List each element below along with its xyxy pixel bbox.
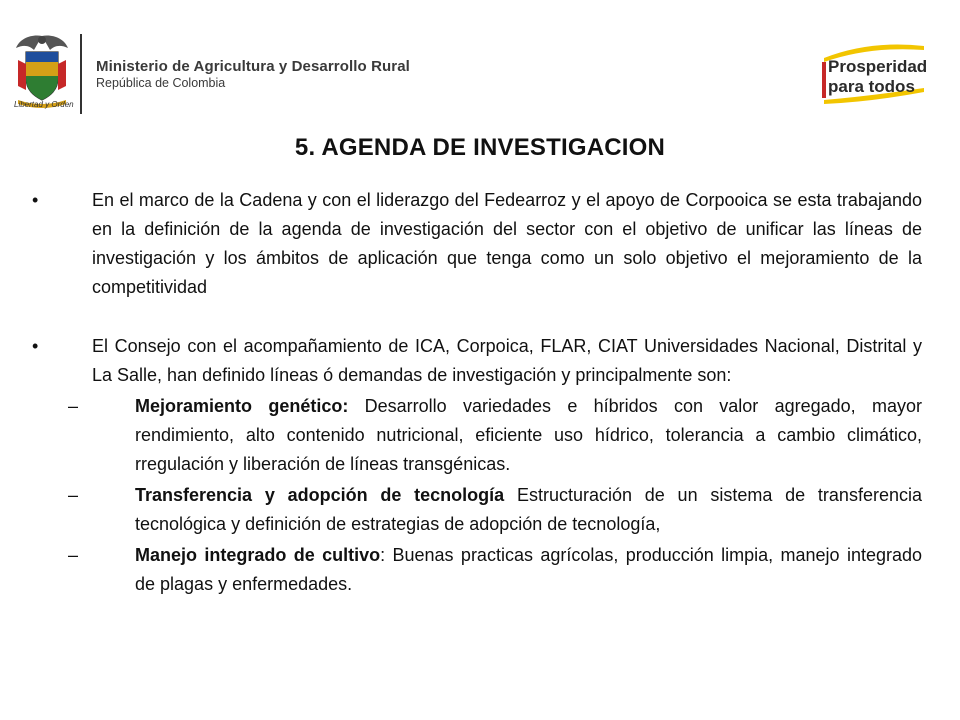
ministry-block	[96, 58, 410, 90]
sub-item-heading: Transferencia y adopción de tecnología	[135, 485, 505, 505]
sub-item	[32, 541, 922, 599]
dash-marker: –	[68, 545, 79, 565]
logo-line1: Prosperidad	[828, 57, 928, 76]
motto-text: Libertad y Orden	[14, 100, 74, 109]
bullet-text: El Consejo con el acompañamiento de ICA, Corpoica, FLAR, CIAT Universidades Nacional, Distrital y La Salle, han definido líneas ó demandas de investigación y principalmente son:	[92, 336, 922, 385]
slide-body	[32, 186, 922, 599]
sub-item	[32, 392, 922, 479]
bullet-text: En el marco de la Cadena y con el liderazgo del Fedearroz y el apoyo de Corpooica se esta trabajando en la definición de la agenda de investigación del sector con el objetivo de unificar las líneas de investigación y los ámbitos de aplicación que tenga como un solo objetivo el mejoramiento de la competitividad	[92, 190, 922, 297]
sub-item-heading: Mejoramiento genético:	[135, 396, 349, 416]
bullet-item	[32, 186, 922, 302]
ministry-subtitle: República de Colombia	[96, 76, 226, 90]
dash-marker: –	[68, 485, 79, 505]
sub-item-heading: Manejo integrado de cultivo	[135, 545, 381, 565]
slide-title: 5. AGENDA DE INVESTIGACION	[294, 134, 666, 161]
ministry-name: Ministerio de Agricultura y Desarrollo Rural	[96, 58, 410, 75]
header-divider	[80, 34, 82, 114]
dash-marker: –	[68, 396, 79, 416]
sub-item-text: Estructuración de un sistema de transferencia tecnológica y definición de estrategias de adopción de tecnología,	[135, 485, 922, 534]
logo-line2: para todos	[828, 77, 915, 96]
bullet-marker: •	[32, 190, 39, 210]
prosperidad-para-todos-logo	[820, 38, 930, 104]
sub-item-text: : Buenas practicas agrícolas, producción limpia, manejo integrado de plagas y enfermedades.	[135, 545, 922, 594]
slide-header	[0, 0, 960, 128]
bullet-item	[32, 332, 922, 390]
bullet-marker: •	[32, 336, 39, 356]
sub-item	[32, 481, 922, 539]
sub-item-text: Desarrollo variedades e híbridos con valor agregado, mayor rendimiento, alto contenido nutricional, eficiente uso hídrico, tolerancia a cambio climático, rregulación y liberación de líneas transgénicas.	[135, 396, 922, 474]
